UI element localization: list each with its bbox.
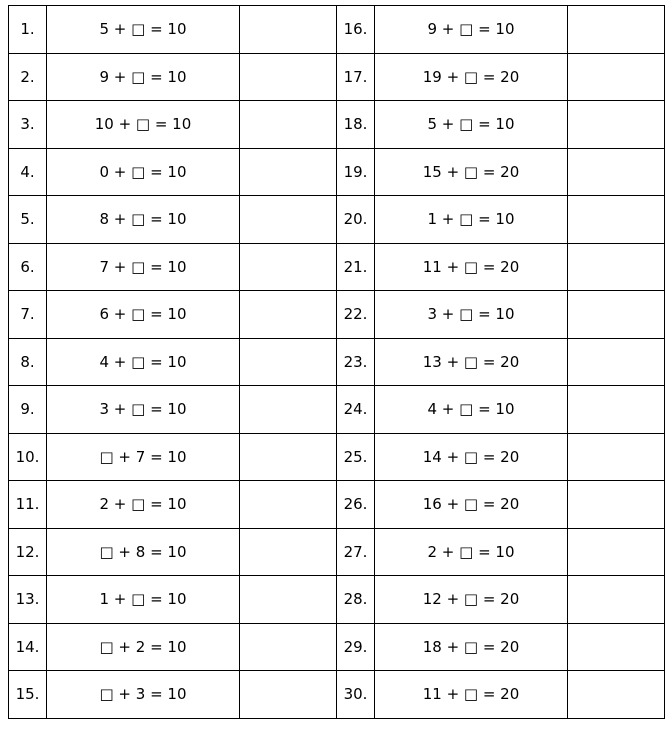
problem-number: 14.: [9, 623, 47, 671]
answer-cell[interactable]: [240, 243, 337, 291]
answer-cell[interactable]: [240, 528, 337, 576]
problem-number: 16.: [337, 6, 375, 54]
answer-cell[interactable]: [568, 576, 665, 624]
answer-cell[interactable]: [568, 433, 665, 481]
answer-cell[interactable]: [240, 576, 337, 624]
problem-equation: 18 + □ = 20: [375, 623, 568, 671]
problem-number: 9.: [9, 386, 47, 434]
problem-equation: 3 + □ = 10: [47, 386, 240, 434]
problem-equation: □ + 2 = 10: [47, 623, 240, 671]
problem-equation: 16 + □ = 20: [375, 481, 568, 529]
problem-equation: 12 + □ = 20: [375, 576, 568, 624]
answer-cell[interactable]: [240, 623, 337, 671]
problem-equation: 4 + □ = 10: [375, 386, 568, 434]
problem-number: 3.: [9, 101, 47, 149]
problem-number: 23.: [337, 338, 375, 386]
table-row: [9, 196, 665, 244]
table-row: [9, 671, 665, 719]
answer-cell[interactable]: [240, 148, 337, 196]
problem-number: 30.: [337, 671, 375, 719]
problem-equation: 19 + □ = 20: [375, 53, 568, 101]
problem-number: 24.: [337, 386, 375, 434]
table-body: [9, 6, 665, 719]
problem-number: 20.: [337, 196, 375, 244]
answer-cell[interactable]: [240, 386, 337, 434]
table-row: [9, 243, 665, 291]
answer-cell[interactable]: [240, 433, 337, 481]
problem-equation: 5 + □ = 10: [47, 6, 240, 54]
worksheet: [8, 5, 665, 719]
table-row: [9, 291, 665, 339]
answer-cell[interactable]: [568, 671, 665, 719]
problem-equation: 15 + □ = 20: [375, 148, 568, 196]
problem-number: 7.: [9, 291, 47, 339]
problem-number: 4.: [9, 148, 47, 196]
addition-table: [8, 5, 665, 719]
problem-equation: 14 + □ = 20: [375, 433, 568, 481]
answer-cell[interactable]: [568, 481, 665, 529]
answer-cell[interactable]: [240, 481, 337, 529]
table-row: [9, 6, 665, 54]
problem-number: 27.: [337, 528, 375, 576]
table-row: [9, 53, 665, 101]
answer-cell[interactable]: [240, 101, 337, 149]
problem-equation: 9 + □ = 10: [47, 53, 240, 101]
problem-equation: 10 + □ = 10: [47, 101, 240, 149]
answer-cell[interactable]: [568, 243, 665, 291]
problem-equation: 0 + □ = 10: [47, 148, 240, 196]
answer-cell[interactable]: [240, 6, 337, 54]
table-row: [9, 481, 665, 529]
table-row: [9, 148, 665, 196]
problem-equation: 5 + □ = 10: [375, 101, 568, 149]
problem-number: 6.: [9, 243, 47, 291]
answer-cell[interactable]: [240, 671, 337, 719]
problem-equation: 8 + □ = 10: [47, 196, 240, 244]
problem-equation: 2 + □ = 10: [375, 528, 568, 576]
problem-number: 13.: [9, 576, 47, 624]
answer-cell[interactable]: [240, 196, 337, 244]
problem-number: 17.: [337, 53, 375, 101]
problem-equation: 13 + □ = 20: [375, 338, 568, 386]
answer-cell[interactable]: [568, 623, 665, 671]
problem-number: 29.: [337, 623, 375, 671]
problem-equation: 1 + □ = 10: [47, 576, 240, 624]
answer-cell[interactable]: [240, 338, 337, 386]
problem-equation: 11 + □ = 20: [375, 671, 568, 719]
problem-number: 12.: [9, 528, 47, 576]
problem-number: 10.: [9, 433, 47, 481]
problem-equation: 7 + □ = 10: [47, 243, 240, 291]
problem-number: 22.: [337, 291, 375, 339]
table-row: [9, 433, 665, 481]
problem-equation: 2 + □ = 10: [47, 481, 240, 529]
problem-equation: 4 + □ = 10: [47, 338, 240, 386]
answer-cell[interactable]: [240, 291, 337, 339]
problem-number: 1.: [9, 6, 47, 54]
problem-equation: 9 + □ = 10: [375, 6, 568, 54]
answer-cell[interactable]: [240, 53, 337, 101]
problem-number: 19.: [337, 148, 375, 196]
answer-cell[interactable]: [568, 101, 665, 149]
problem-number: 25.: [337, 433, 375, 481]
table-row: [9, 101, 665, 149]
answer-cell[interactable]: [568, 386, 665, 434]
table-row: [9, 528, 665, 576]
answer-cell[interactable]: [568, 528, 665, 576]
problem-number: 11.: [9, 481, 47, 529]
problem-number: 18.: [337, 101, 375, 149]
table-row: [9, 386, 665, 434]
problem-number: 26.: [337, 481, 375, 529]
answer-cell[interactable]: [568, 6, 665, 54]
answer-cell[interactable]: [568, 53, 665, 101]
table-row: [9, 576, 665, 624]
answer-cell[interactable]: [568, 196, 665, 244]
problem-number: 28.: [337, 576, 375, 624]
answer-cell[interactable]: [568, 291, 665, 339]
problem-number: 5.: [9, 196, 47, 244]
problem-equation: 6 + □ = 10: [47, 291, 240, 339]
problem-equation: □ + 7 = 10: [47, 433, 240, 481]
table-row: [9, 623, 665, 671]
problem-equation: 11 + □ = 20: [375, 243, 568, 291]
problem-number: 2.: [9, 53, 47, 101]
problem-number: 21.: [337, 243, 375, 291]
problem-number: 15.: [9, 671, 47, 719]
problem-equation: 1 + □ = 10: [375, 196, 568, 244]
answer-cell[interactable]: [568, 338, 665, 386]
problem-equation: □ + 3 = 10: [47, 671, 240, 719]
problem-number: 8.: [9, 338, 47, 386]
answer-cell[interactable]: [568, 148, 665, 196]
problem-equation: 3 + □ = 10: [375, 291, 568, 339]
table-row: [9, 338, 665, 386]
problem-equation: □ + 8 = 10: [47, 528, 240, 576]
